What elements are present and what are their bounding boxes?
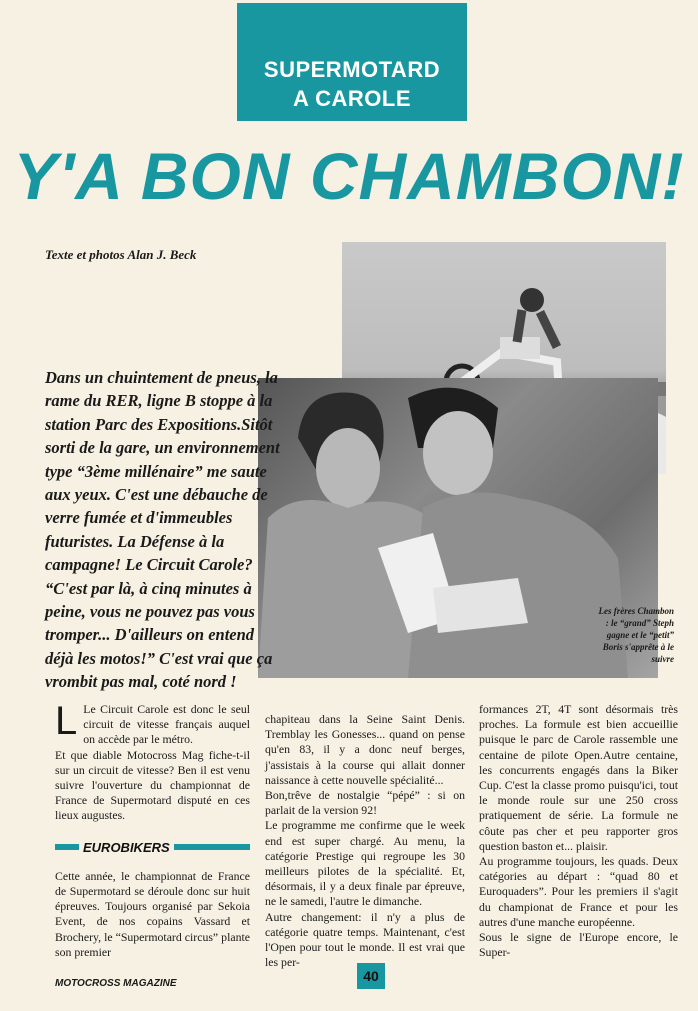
photo-caption: Les frères Chambon : le “grand” Steph gagne et le “petit” Boris s'apprête à le suivre — [598, 606, 674, 664]
kicker-line-2: A CAROLE — [292, 86, 412, 111]
paragraph: formances 2T, 4T sont désormais très proches. La formule est bien accueillie puisque le parc de Carole rassemble une centaine de pilote Open.Autre centaine, les concurrents engagés dans la Biker Cup. C'est la classe promo puisqu'ici, tout le monde roule sur une 250 cross pratiquement de série. La formule ne côute pas cher et peu rapporter gros question baston et... plaisir. — [479, 702, 678, 853]
paragraph: L Le Circuit Carole est donc le seul circuit de vitesse français auquel on accède par le métro. — [55, 699, 250, 747]
page-number: 40 — [357, 963, 385, 989]
paragraph: chapiteau dans la Seine Saint Denis. Tremblay les Gonesses... quand on pense qu'en 83, il y a donc neuf berges, j'assistais à la course qui allait donner naissance à cette nouvelle spécialité... — [265, 712, 465, 787]
body-column-2 — [265, 712, 465, 970]
body-column-3 — [479, 702, 678, 960]
paragraph: Cette année, le championnat de France de Supermotard se déroule donc sur huit épreuves. Toujours organisé par Sekoia Event, de nos copains Vassard et Brochery, le “Supermotard circus” plante son premier — [55, 868, 250, 959]
byline: Texte et photos Alan J. Beck — [45, 247, 197, 262]
kicker-line-1: SUPERMOTARD — [263, 57, 441, 82]
paragraph: Sous le signe de l'Europe encore, le Super- — [479, 930, 678, 960]
article-intro: Dans un chuintement de pneus, la rame du RER, ligne B stoppe à la station Parc des Expositions.Sitôt sorti de la gare, un environnement type “3ème millénaire” me saute aux yeux. C'est une débauche de verre fumée et d'immeubles futuristes. La Défense à la campagne! Le Circuit Carole? “C'est par là, à cinq minutes à peine, vous ne pouvez pas vous tromper... D'ailleurs on entend déjà les motos!” C'est vrai que ça vrombit pas mal, coté nord ! — [45, 368, 280, 692]
paragraph: Bon,trêve de nostalgie “pépé” : si on parlait de la version 92! — [265, 788, 465, 818]
subhead-rule — [174, 844, 250, 850]
drop-cap: L — [55, 699, 78, 743]
subhead-eurobikers — [55, 840, 250, 855]
paragraph: Le programme me confirme que le week end est super chargé. Au menu, la catégorie Prestige qui regroupe les 30 meilleurs pilotes de la spécialité. Et, désormais, il y a deux finale par épreuve, ne le samedi, l'autre le dimanche. — [265, 818, 465, 909]
body-column-1 — [55, 699, 250, 960]
subhead-rule — [55, 844, 79, 850]
section-kicker — [237, 3, 467, 121]
article-headline: Y'A BON CHAMBON! — [13, 139, 685, 213]
paragraph: Et que diable Motocross Mag fiche-t-il sur un circuit de vitesse? Ben il est venu suivre l'ouverture du championnat de France de Supermotard disputé en ces lieux augustes. — [55, 747, 250, 823]
paragraph: Au programme toujours, les quads. Deux catégories au départ : “quad 80 et Euroquaders”. Pour les premiers il s'agit du championat de France et pour les autres d'une manche européenne. — [479, 854, 678, 929]
subhead-label: EUROBIKERS — [83, 839, 170, 855]
footer-magazine-name: MOTOCROSS MAGAZINE — [55, 978, 177, 989]
paragraph: Autre changement: il n'y a plus de catégorie quatre temps. Maintenant, c'est l'Open pour tout le monde. Il est vrai que les per- — [265, 909, 465, 970]
